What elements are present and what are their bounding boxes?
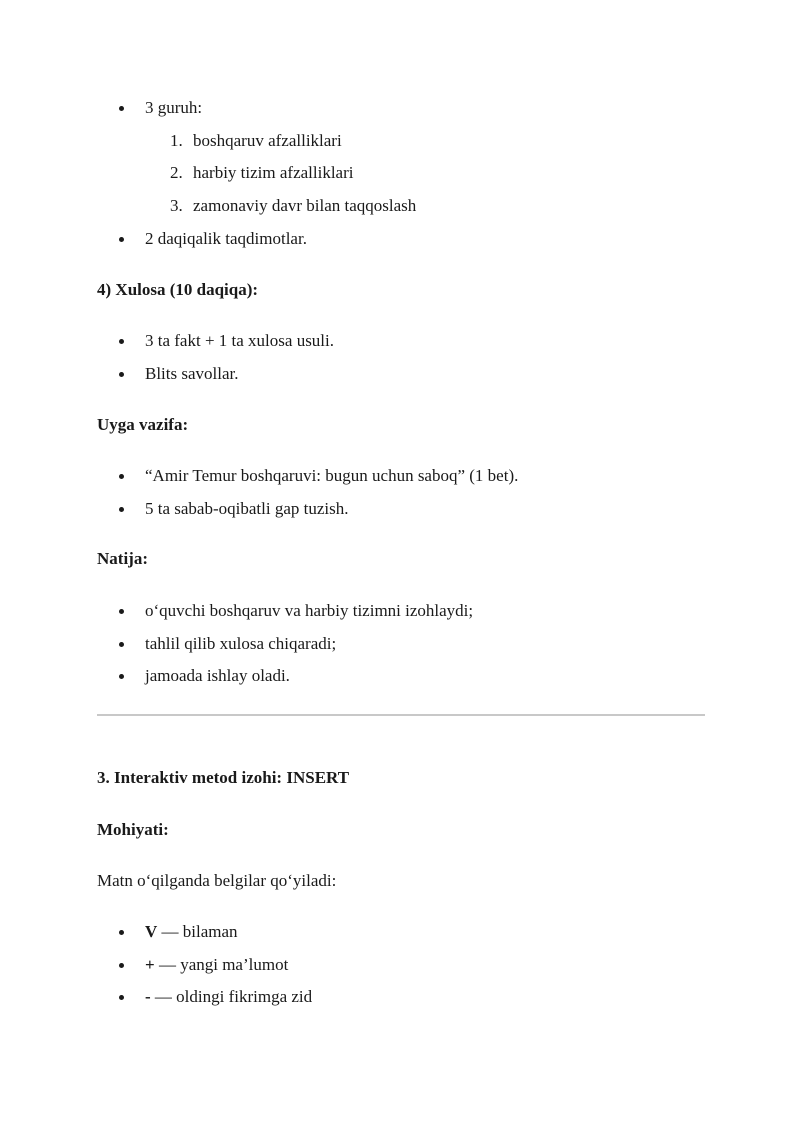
list-item	[145, 954, 288, 976]
bullet-icon	[119, 609, 124, 614]
list-item: tahlil qilib xulosa chiqaradi;	[145, 634, 337, 653]
paragraph: Matn o‘qilganda belgilar qo‘yiladi:	[97, 871, 337, 890]
bullet-icon	[119, 339, 124, 344]
list-item	[145, 986, 312, 1008]
list-item: Blits savollar.	[145, 364, 239, 383]
bullet-icon	[119, 106, 124, 111]
list-item: 5 ta sabab-oqibatli gap tuzish.	[145, 499, 349, 518]
list-item: 2 daqiqalik taqdimotlar.	[145, 229, 307, 248]
sub-item-number: 1.	[170, 131, 183, 150]
mark-symbol: +	[145, 955, 155, 974]
mark-text: — bilaman	[157, 922, 238, 941]
bullet-icon	[119, 474, 124, 479]
sub-item-text: zamonaviy davr bilan taqqoslash	[193, 196, 417, 215]
bullet-icon	[119, 642, 124, 647]
section-heading-uyga-vazifa: Uyga vazifa:	[97, 415, 189, 434]
bullet-icon	[119, 237, 124, 242]
sub-item-number: 2.	[170, 163, 183, 182]
mark-text: — oldingi fikrimga zid	[150, 987, 313, 1006]
bullet-icon	[119, 674, 124, 679]
horizontal-divider	[97, 714, 705, 716]
list-item: jamoada ishlay oladi.	[145, 666, 290, 685]
bullet-icon	[119, 507, 124, 512]
section-heading-xulosa: 4) Xulosa (10 daqiqa):	[97, 280, 259, 299]
subheading-mohiyati: Mohiyati:	[97, 820, 169, 839]
mark-symbol: -	[145, 987, 151, 1006]
bullet-icon	[119, 963, 124, 968]
sub-item-number: 3.	[170, 196, 183, 215]
bullet-icon	[119, 995, 124, 1000]
section-heading-interaktiv: 3. Interaktiv metod izohi: INSERT	[97, 768, 350, 787]
list-item: o‘quvchi boshqaruv va harbiy tizimni izohlaydi;	[145, 601, 474, 620]
sub-item-text: harbiy tizim afzalliklari	[193, 163, 354, 182]
bullet-icon	[119, 372, 124, 377]
bullet-icon	[119, 930, 124, 935]
section-heading-natija: Natija:	[97, 549, 148, 568]
list-item: “Amir Temur boshqaruvi: bugun uchun saboq” (1 bet).	[145, 466, 519, 485]
list-item	[145, 921, 238, 943]
mark-text: — yangi ma’lumot	[154, 955, 289, 974]
list-item: 3 guruh:	[145, 98, 203, 117]
list-item: 3 ta fakt + 1 ta xulosa usuli.	[145, 331, 335, 350]
sub-item-text: boshqaruv afzalliklari	[193, 131, 342, 150]
mark-symbol: V	[145, 922, 158, 941]
